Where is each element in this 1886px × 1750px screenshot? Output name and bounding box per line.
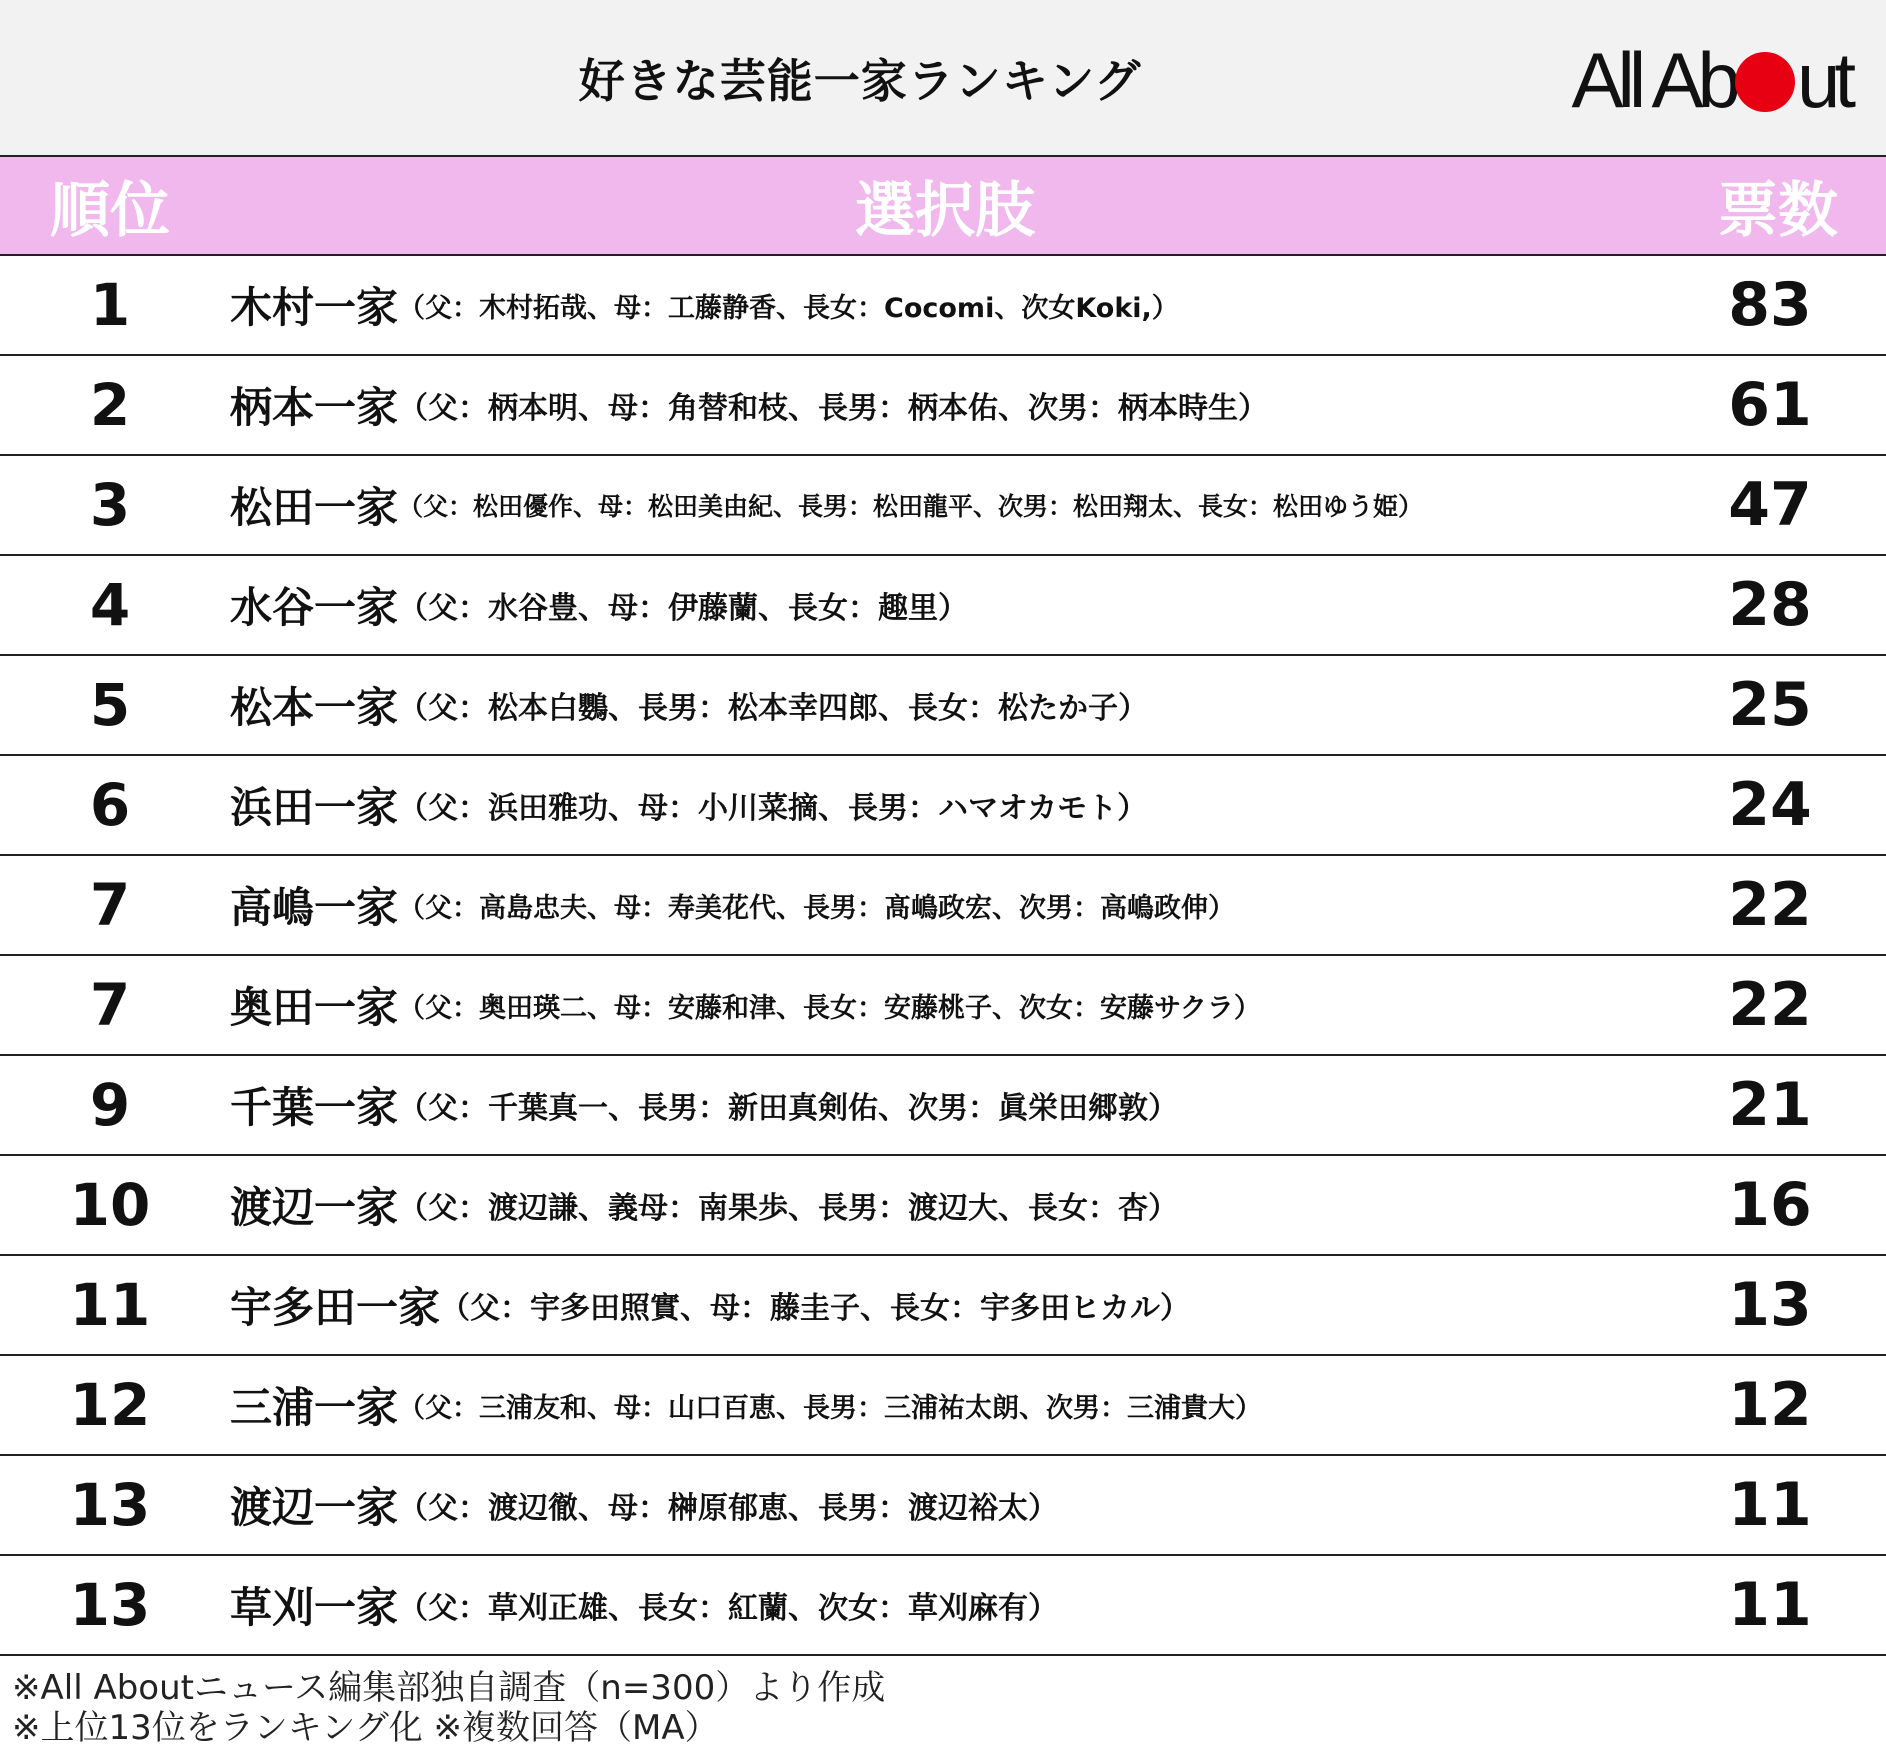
family-name: 渡辺一家 xyxy=(230,1183,399,1232)
choice-cell xyxy=(230,1056,1670,1154)
votes-cell: 24 xyxy=(1728,770,1812,840)
logo-dot-icon xyxy=(1735,52,1795,112)
table-row xyxy=(0,1456,1886,1556)
family-name: 草刈一家 xyxy=(230,1583,399,1632)
family-name: 宇多田一家 xyxy=(230,1283,441,1332)
family-members: （父：奥田瑛二、母：安藤和津、長女：安藤桃子、次女：安藤サクラ） xyxy=(398,992,1261,1024)
header xyxy=(0,0,1886,155)
family-members: （父：高島忠夫、母：寿美花代、長男：髙嶋政宏、次男：高嶋政伸） xyxy=(398,892,1236,924)
footer-note-source: ※All Aboutニュース編集部独自調査（n=300）より作成 xyxy=(12,1668,886,1708)
family-name: 高嶋一家 xyxy=(230,883,399,932)
family-name: 松本一家 xyxy=(230,683,399,732)
family-members: （父：松本白鸚、長男：松本幸四郎、長女：松たか子） xyxy=(398,691,1149,726)
family-name: 千葉一家 xyxy=(230,1083,399,1132)
rank-cell: 11 xyxy=(69,1271,151,1339)
table-row xyxy=(0,956,1886,1056)
votes-cell: 11 xyxy=(1728,1470,1812,1540)
column-header-rank: 順位 xyxy=(50,175,170,246)
table-row xyxy=(0,656,1886,756)
table-header xyxy=(0,157,1886,256)
votes-cell: 22 xyxy=(1728,870,1812,940)
choice-cell xyxy=(230,456,1670,554)
table-row xyxy=(0,456,1886,556)
votes-cell: 13 xyxy=(1728,1270,1812,1340)
family-name: 三浦一家 xyxy=(230,1383,399,1432)
family-name: 松田一家 xyxy=(230,483,399,532)
choice-cell xyxy=(230,856,1670,954)
rank-cell: 2 xyxy=(89,371,131,439)
votes-cell: 28 xyxy=(1728,570,1812,640)
votes-cell: 47 xyxy=(1728,470,1812,540)
votes-cell: 61 xyxy=(1728,370,1812,440)
rank-cell: 7 xyxy=(89,971,131,1039)
family-name: 浜田一家 xyxy=(230,783,399,832)
all-about-logo: All Ab ut xyxy=(1571,35,1850,124)
rank-cell: 13 xyxy=(69,1571,151,1639)
votes-cell: 11 xyxy=(1728,1570,1812,1640)
rank-cell: 12 xyxy=(69,1371,151,1439)
family-members: （父：渡辺徹、母：榊原郁恵、長男：渡辺裕太） xyxy=(398,1491,1059,1526)
rank-cell: 5 xyxy=(89,671,131,739)
table-body xyxy=(0,256,1886,1656)
family-name: 木村一家 xyxy=(230,283,399,332)
choice-cell xyxy=(230,1256,1670,1354)
choice-cell xyxy=(230,1356,1670,1454)
table-row xyxy=(0,256,1886,356)
table-row xyxy=(0,1156,1886,1256)
column-header-votes: 票数 xyxy=(1718,175,1838,246)
family-members: （父：千葉真一、長男：新田真剣佑、次男：眞栄田郷敦） xyxy=(398,1091,1179,1126)
rank-cell: 1 xyxy=(89,271,131,339)
choice-cell xyxy=(230,756,1670,854)
choice-cell xyxy=(230,956,1670,1054)
family-name: 柄本一家 xyxy=(230,383,399,432)
rank-cell: 9 xyxy=(89,1071,131,1139)
rank-cell: 4 xyxy=(89,571,131,639)
footer-note-method: ※上位13位をランキング化 ※複数回答（MA） xyxy=(12,1708,719,1748)
family-name: 奥田一家 xyxy=(230,983,399,1032)
rank-cell: 13 xyxy=(69,1471,151,1539)
column-header-choice: 選択肢 xyxy=(855,175,1035,246)
choice-cell xyxy=(230,556,1670,654)
chart-title: 好きな芸能一家ランキング xyxy=(578,53,1142,108)
family-name: 渡辺一家 xyxy=(230,1483,399,1532)
family-members: （父：草刈正雄、長女：紅蘭、次女：草刈麻有） xyxy=(398,1591,1059,1626)
choice-cell xyxy=(230,1556,1670,1654)
table-row xyxy=(0,1056,1886,1156)
rank-cell: 10 xyxy=(69,1171,151,1239)
rank-cell: 3 xyxy=(89,471,131,539)
family-members: （父：木村拓哉、母：工藤静香、長女：Cocomi、次女Koki,） xyxy=(398,292,1179,324)
votes-cell: 25 xyxy=(1728,670,1812,740)
choice-cell xyxy=(230,1456,1670,1554)
votes-cell: 83 xyxy=(1728,270,1812,340)
family-members: （父：水谷豊、母：伊藤蘭、長女：趣里） xyxy=(398,591,969,626)
family-members: （父：渡辺謙、義母：南果歩、長男：渡辺大、長女：杏） xyxy=(398,1191,1179,1226)
family-members: （父：浜田雅功、母：小川菜摘、長男：ハマオカモト） xyxy=(398,791,1148,826)
rank-cell: 6 xyxy=(89,771,131,839)
choice-cell xyxy=(230,656,1670,754)
family-members: （父：柄本明、母：角替和枝、長男：柄本佑、次男：柄本時生） xyxy=(398,391,1269,426)
table-row xyxy=(0,856,1886,956)
votes-cell: 16 xyxy=(1728,1170,1812,1240)
table-row xyxy=(0,1256,1886,1356)
choice-cell xyxy=(230,1156,1670,1254)
votes-cell: 22 xyxy=(1728,970,1812,1040)
table-row xyxy=(0,556,1886,656)
rank-cell: 7 xyxy=(89,871,131,939)
votes-cell: 21 xyxy=(1728,1070,1812,1140)
family-members: （父：松田優作、母：松田美由紀、長男：松田龍平、次男：松田翔太、長女：松田ゆう姫） xyxy=(398,492,1424,521)
table-row xyxy=(0,1356,1886,1456)
table-row xyxy=(0,356,1886,456)
family-members: （父：宇多田照實、母：藤圭子、長女：宇多田ヒカル） xyxy=(440,1291,1191,1326)
footer-notes xyxy=(12,1668,1872,1748)
votes-cell: 12 xyxy=(1728,1370,1812,1440)
table-row xyxy=(0,756,1886,856)
choice-cell xyxy=(230,256,1670,354)
family-name: 水谷一家 xyxy=(230,583,399,632)
family-members: （父：三浦友和、母：山口百恵、長男：三浦祐太朗、次男：三浦貴大） xyxy=(398,1392,1263,1424)
choice-cell xyxy=(230,356,1670,454)
table-row xyxy=(0,1556,1886,1656)
